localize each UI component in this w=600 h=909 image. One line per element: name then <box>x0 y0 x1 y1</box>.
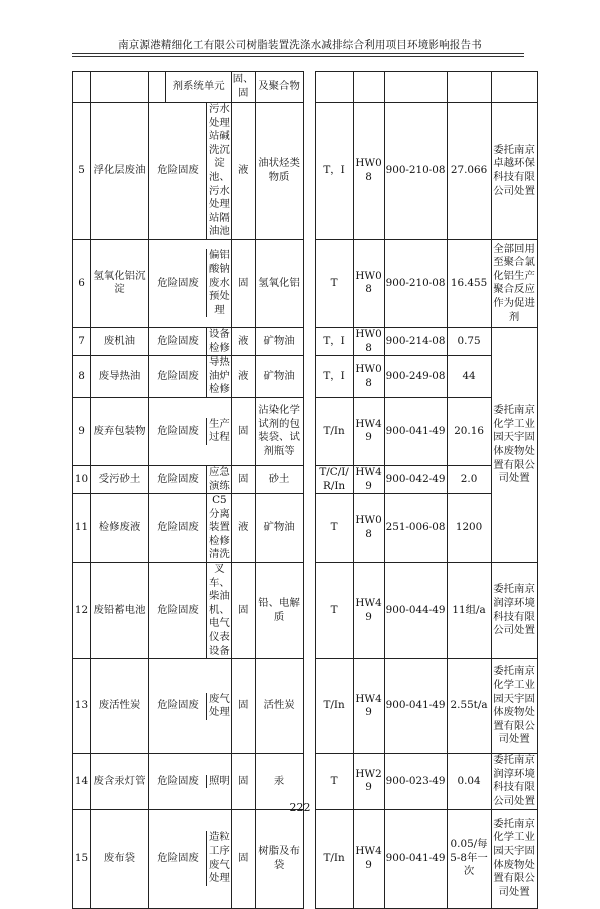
cell-name: 浮化层废油 <box>91 103 149 240</box>
cell-amount: 11组/a <box>447 563 491 659</box>
cell-category-source <box>149 103 232 240</box>
cell-hazard: T <box>315 239 353 327</box>
cell-amount: 2.0 <box>447 465 491 493</box>
cell-hazard: T <box>315 563 353 659</box>
page-number: 222 <box>289 801 311 814</box>
cell-form: 固 <box>231 465 255 493</box>
cell-hazard: T，I <box>315 103 353 240</box>
cell-hazard: T，I <box>315 356 353 398</box>
table-row <box>73 356 538 398</box>
cell-category-source <box>149 659 232 754</box>
cell-no: 14 <box>73 754 91 809</box>
cell-code2: 900-023-49 <box>384 754 447 809</box>
cell-code: HW08 <box>353 239 384 327</box>
cell-amount: 0.05/每5-8年一次 <box>447 809 491 908</box>
cell-hazard: T/In <box>315 659 353 754</box>
cell-category: 危险固废 <box>157 472 199 485</box>
cell-code2: 900-041-49 <box>384 809 447 908</box>
cell-hazard: T/C/I/R/In <box>315 465 353 493</box>
cell-form: 固、固 <box>231 72 255 103</box>
cell-no: 7 <box>73 327 91 355</box>
cell-code: HW08 <box>353 494 384 563</box>
cell-category: 危险固废 <box>157 603 199 616</box>
cell-name: 氢氧化铝沉淀 <box>91 239 149 327</box>
cell-name: 废布袋 <box>91 809 149 908</box>
cell-component: 矿物油 <box>255 356 303 398</box>
cell-category-source <box>149 809 232 908</box>
cell-component: 矿物油 <box>255 327 303 355</box>
cell-form: 固 <box>231 659 255 754</box>
cell-category: 危险固废 <box>157 424 199 437</box>
cell-hazard: T，I <box>315 327 353 355</box>
cell-component: 树脂及布袋 <box>255 809 303 908</box>
cell-category: 危险固废 <box>157 521 199 534</box>
cell-code2: 900-249-08 <box>384 356 447 398</box>
cell-code: HW49 <box>353 809 384 908</box>
cell-code: HW49 <box>353 465 384 493</box>
table-row <box>73 809 538 908</box>
cell-gap <box>303 397 315 465</box>
cell-name: 废铅蓄电池 <box>91 563 149 659</box>
cell-category-source <box>149 239 232 327</box>
cell-source: 污水处理站碱洗沉淀池、污水处理站隔油池 <box>206 103 230 239</box>
cell-source: 叉车、柴油机、电气仪表设备 <box>206 563 230 658</box>
cell-gap <box>303 563 315 659</box>
cell-no: 6 <box>73 239 91 327</box>
cell-disposal: 委托南京化学工业园天宇固体废物处置有限公司处置 <box>491 809 537 908</box>
cell-code2: 900-042-49 <box>384 465 447 493</box>
cell-disposal: 委托南京卓越环保科技有限公司处置 <box>491 103 537 240</box>
cell-empty <box>149 72 166 103</box>
cell-form: 固 <box>231 397 255 465</box>
cell-code: HW49 <box>353 659 384 754</box>
cell-source: 照明 <box>206 775 230 789</box>
cell-form: 液 <box>231 494 255 563</box>
cell-gap <box>303 659 315 754</box>
cell-category: 危险固废 <box>157 851 199 864</box>
cell-code2: 251-006-08 <box>384 494 447 563</box>
cell-gap <box>303 72 315 103</box>
cell-no: 13 <box>73 659 91 754</box>
cell-hazard: T/In <box>315 809 353 908</box>
cell-form: 液 <box>231 327 255 355</box>
cell-component: 汞 <box>255 754 303 809</box>
cell-empty <box>315 72 353 103</box>
table-row-continuation <box>73 72 538 103</box>
cell-source: 废气处理 <box>206 693 230 720</box>
cell-disposal: 委托南京润淳环境科技有限公司处置 <box>491 563 537 659</box>
cell-disposal: 委托南京润淳环境科技有限公司处置 <box>491 754 537 809</box>
cell-gap <box>303 103 315 240</box>
cell-code: HW49 <box>353 563 384 659</box>
cell-category-source <box>149 327 232 355</box>
cell-no: 5 <box>73 103 91 240</box>
table-row <box>73 327 538 355</box>
header-rule-secondary <box>72 56 524 57</box>
cell-category-source <box>149 465 232 493</box>
cell-source: C5分离装置检修清洗 <box>206 494 230 562</box>
table-row <box>73 494 538 563</box>
cell-empty <box>73 72 91 103</box>
cell-hazard: T/In <box>315 397 353 465</box>
cell-code: HW08 <box>353 103 384 240</box>
cell-form: 固 <box>231 563 255 659</box>
cell-empty <box>491 72 537 103</box>
cell-component: 氢氧化铝 <box>255 239 303 327</box>
cell-category: 危险固废 <box>157 334 199 347</box>
cell-gap <box>303 465 315 493</box>
cell-name: 检修废液 <box>91 494 149 563</box>
cell-category: 危险固废 <box>157 699 199 712</box>
cell-form: 固 <box>231 754 255 809</box>
cell-code: HW08 <box>353 356 384 398</box>
cell-source: 导热油炉检修 <box>206 356 230 397</box>
cell-name: 受污砂土 <box>91 465 149 493</box>
cell-amount: 16.455 <box>447 239 491 327</box>
cell-amount: 20.16 <box>447 397 491 465</box>
cell-name: 废导热油 <box>91 356 149 398</box>
cell-hazard: T <box>315 494 353 563</box>
cell-category: 危险固废 <box>157 164 199 177</box>
cell-component: 沾染化学试剂的包装袋、试剂瓶等 <box>255 397 303 465</box>
cell-form: 固 <box>231 809 255 908</box>
cell-gap <box>303 327 315 355</box>
cell-no: 12 <box>73 563 91 659</box>
cell-component: 铅、电解质 <box>255 563 303 659</box>
cell-code2: 900-041-49 <box>384 659 447 754</box>
cell-source: 造粒工序废气处理 <box>206 831 230 885</box>
cell-category-source <box>149 397 232 465</box>
cell-empty <box>384 72 447 103</box>
cell-form: 固 <box>231 239 255 327</box>
cell-component: 及聚合物 <box>255 72 303 103</box>
cell-name: 废活性炭 <box>91 659 149 754</box>
cell-amount: 0.04 <box>447 754 491 809</box>
cell-source: 偏铝酸钠废水预处理 <box>206 249 230 317</box>
hazardous-waste-table <box>72 71 538 909</box>
cell-code2: 900-210-08 <box>384 239 447 327</box>
cell-no: 11 <box>73 494 91 563</box>
cell-code2: 900-214-08 <box>384 327 447 355</box>
cell-code: HW08 <box>353 327 384 355</box>
cell-amount: 2.55t/a <box>447 659 491 754</box>
page-header: 南京源港精细化工有限公司树脂装置洗涤水减排综合利用项目环境影响报告书 <box>118 39 482 51</box>
cell-gap <box>303 809 315 908</box>
cell-empty <box>447 72 491 103</box>
cell-source: 应急演练 <box>206 466 230 493</box>
header-rule <box>72 53 524 54</box>
cell-gap <box>303 494 315 563</box>
cell-component: 油状烃类物质 <box>255 103 303 240</box>
cell-no: 15 <box>73 809 91 908</box>
cell-disposal: 全部回用至聚合氯化铝生产聚合反应作为促进剂 <box>491 239 537 327</box>
cell-amount: 0.75 <box>447 327 491 355</box>
table-row <box>73 659 538 754</box>
cell-code2: 900-044-49 <box>384 563 447 659</box>
cell-gap <box>303 239 315 327</box>
cell-source: 生产过程 <box>206 418 230 445</box>
cell-code2: 900-210-08 <box>384 103 447 240</box>
cell-category: 危险固废 <box>157 369 199 382</box>
table-row <box>73 397 538 465</box>
cell-category-source <box>149 356 232 398</box>
cell-form: 液 <box>231 356 255 398</box>
cell-category: 危险固废 <box>157 774 199 787</box>
cell-no: 10 <box>73 465 91 493</box>
table-row <box>73 563 538 659</box>
cell-name: 废含汞灯管 <box>91 754 149 809</box>
cell-hazard: T <box>315 754 353 809</box>
cell-category-source <box>149 494 232 563</box>
cell-no: 9 <box>73 397 91 465</box>
table-row <box>73 239 538 327</box>
cell-no: 8 <box>73 356 91 398</box>
cell-component: 砂土 <box>255 465 303 493</box>
cell-category: 危险固废 <box>157 276 199 289</box>
cell-code: HW49 <box>353 397 384 465</box>
cell-source: 设备检修 <box>206 328 230 355</box>
cell-amount: 27.066 <box>447 103 491 240</box>
cell-amount: 1200 <box>447 494 491 563</box>
cell-empty <box>353 72 384 103</box>
table-row <box>73 103 538 240</box>
cell-gap <box>303 356 315 398</box>
cell-amount: 44 <box>447 356 491 398</box>
cell-code: HW29 <box>353 754 384 809</box>
cell-component: 矿物油 <box>255 494 303 563</box>
cell-code2: 900-041-49 <box>384 397 447 465</box>
cell-name: 废弃包装物 <box>91 397 149 465</box>
cell-category-source <box>149 563 232 659</box>
cell-name: 废机油 <box>91 327 149 355</box>
table-row <box>73 465 538 493</box>
cell-form: 液 <box>231 103 255 240</box>
cell-empty <box>91 72 149 103</box>
cell-disposal: 委托南京化学工业园天宇固体废物处置有限公司处置 <box>491 659 537 754</box>
cell-disposal: 委托南京化学工业园天宇固体废物处置有限公司处置 <box>491 327 537 562</box>
cell-source: 剂系统单元 <box>166 72 231 103</box>
cell-component: 活性炭 <box>255 659 303 754</box>
